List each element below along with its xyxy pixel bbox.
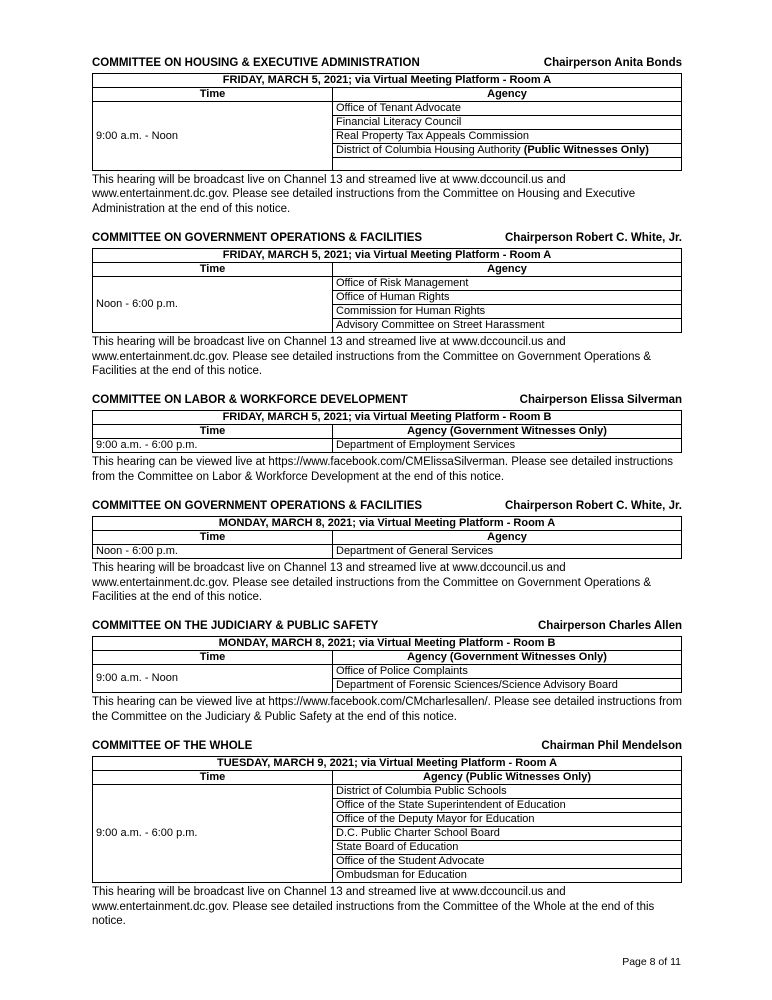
chairperson-name: Chairperson Elissa Silverman xyxy=(519,394,682,407)
agency-name: Office of Human Rights xyxy=(336,291,450,304)
session-row xyxy=(93,517,682,531)
agency-name: Department of Forensic Sciences/Science Advisory Board xyxy=(336,679,618,692)
time-column-header: Time xyxy=(93,88,333,102)
agency-name: Office of Risk Management xyxy=(336,277,469,290)
agency-name: Real Property Tax Appeals Commission xyxy=(336,130,529,142)
agency-column-header: Agency xyxy=(333,88,682,102)
hearing-time: Noon - 6:00 p.m. xyxy=(93,545,333,559)
hearing-table-body xyxy=(93,757,682,883)
agency-name: State Board of Education xyxy=(336,841,459,854)
agency-name: Ombudsman for Education xyxy=(336,869,467,882)
section-header xyxy=(92,394,682,407)
agency-column-header: Agency xyxy=(333,263,682,277)
agency-column-header: Agency (Government Witnesses Only) xyxy=(333,651,682,665)
column-header-row xyxy=(93,263,682,277)
session-row xyxy=(93,249,682,263)
agency-name: Office of the Deputy Mayor for Education xyxy=(336,813,535,826)
agency-cell xyxy=(333,291,682,305)
agency-column-header: Agency (Government Witnesses Only) xyxy=(333,425,682,439)
hearing-table-body xyxy=(93,249,682,333)
committee-name: COMMITTEE ON HOUSING & EXECUTIVE ADMINISTRATION xyxy=(92,57,420,69)
hearing-note: This hearing will be broadcast live on Channel 13 and streamed live at www.dccouncil.us and www.entertainment.dc.gov. Please see detailed instructions from the Committee of the Whole at the end of this notice. xyxy=(92,886,655,928)
column-header-row xyxy=(93,651,682,665)
time-column-header: Time xyxy=(93,425,333,439)
section-header xyxy=(92,232,682,245)
agency-cell xyxy=(333,665,682,679)
committee-section xyxy=(92,394,682,484)
agency-cell xyxy=(333,277,682,291)
committee-name: COMMITTEE ON GOVERNMENT OPERATIONS & FACILITIES xyxy=(92,232,423,245)
agency-row xyxy=(93,102,682,116)
chairperson-name: Chairperson Charles Allen xyxy=(537,620,682,633)
agency-name: Advisory Committee on Street Harassment xyxy=(336,319,545,332)
time-column-header: Time xyxy=(93,531,333,545)
time-column-header: Time xyxy=(93,263,333,277)
hearing-table-body xyxy=(93,637,682,693)
page-number: Page 8 of 11 xyxy=(622,956,681,968)
committee-section xyxy=(92,740,682,928)
agency-cell xyxy=(333,158,682,171)
committee-section xyxy=(92,232,682,378)
session-title: FRIDAY, MARCH 5, 2021; via Virtual Meeting Platform - Room A xyxy=(93,74,682,88)
agency-row xyxy=(93,439,682,453)
agency-name-bold-note: (Public Witnesses Only) xyxy=(523,144,649,156)
committee-section xyxy=(92,620,682,724)
session-title: FRIDAY, MARCH 5, 2021; via Virtual Meeting Platform - Room B xyxy=(93,411,682,425)
agency-cell xyxy=(333,799,682,813)
hearing-note: This hearing will be broadcast live on Channel 13 and streamed live at www.dccouncil.us and www.entertainment.dc.gov. Please see detailed instructions from the Committee on Government Operations & Facilities at the end of this notice. xyxy=(92,336,652,378)
agency-name: Department of Employment Services xyxy=(336,439,516,452)
committee-name: COMMITTEE OF THE WHOLE xyxy=(92,740,253,753)
section-header xyxy=(92,500,682,513)
agency-row xyxy=(93,545,682,559)
committee-name: COMMITTEE ON GOVERNMENT OPERATIONS & FACILITIES xyxy=(92,500,423,513)
time-column-header: Time xyxy=(93,651,333,665)
chairperson-name: Chairperson Robert C. White, Jr. xyxy=(505,232,682,245)
committee-name: COMMITTEE ON THE JUDICIARY & PUBLIC SAFETY xyxy=(92,620,379,633)
chairperson-name: Chairperson Robert C. White, Jr. xyxy=(505,500,682,513)
agency-cell xyxy=(333,319,682,333)
section-header xyxy=(92,620,682,633)
hearing-table xyxy=(92,248,682,333)
agency-cell xyxy=(333,679,682,693)
session-title: FRIDAY, MARCH 5, 2021; via Virtual Meeting Platform - Room A xyxy=(93,249,682,263)
session-row xyxy=(93,74,682,88)
agency-cell xyxy=(333,855,682,869)
hearing-note: This hearing can be viewed live at https://www.facebook.com/CMElissaSilverman. Please see detailed instructions from the Committee on Labor & Workforce Development at the end of this notice. xyxy=(92,456,674,483)
agency-cell xyxy=(333,305,682,319)
agency-cell xyxy=(333,827,682,841)
hearing-note: This hearing will be broadcast live on Channel 13 and streamed live at www.dccouncil.us and www.entertainment.dc.gov. Please see detailed instructions from the Committee on Government Operations & Facilities at the end of this notice. xyxy=(92,562,652,604)
session-row xyxy=(93,411,682,425)
column-header-row xyxy=(93,531,682,545)
section-header xyxy=(92,57,682,70)
hearing-time: 9:00 a.m. - 6:00 p.m. xyxy=(93,785,333,883)
agency-name: Office of Police Complaints xyxy=(336,665,468,678)
document-body xyxy=(92,57,682,945)
agency-cell xyxy=(333,869,682,883)
agency-name: Office of the Student Advocate xyxy=(336,855,485,868)
agency-name: Financial Literacy Council xyxy=(336,116,462,128)
agency-cell xyxy=(333,439,682,453)
hearing-table-body xyxy=(93,74,682,171)
column-header-row xyxy=(93,771,682,785)
session-title: MONDAY, MARCH 8, 2021; via Virtual Meeting Platform - Room A xyxy=(93,517,682,531)
committee-section xyxy=(92,57,682,216)
agency-name: Office of the State Superintendent of Education xyxy=(336,799,566,812)
hearing-table-body xyxy=(93,517,682,559)
agency-name: District of Columbia Public Schools xyxy=(336,785,507,798)
hearing-table xyxy=(92,73,682,171)
chairperson-name: Chairperson Anita Bonds xyxy=(543,57,682,69)
agency-cell xyxy=(333,785,682,799)
agency-cell xyxy=(333,545,682,559)
committee-name: COMMITTEE ON LABOR & WORKFORCE DEVELOPMENT xyxy=(92,394,408,407)
agency-column-header: Agency (Public Witnesses Only) xyxy=(333,771,682,785)
agency-name: Office of Tenant Advocate xyxy=(336,102,461,114)
session-title: TUESDAY, MARCH 9, 2021; via Virtual Meeting Platform - Room A xyxy=(93,757,682,771)
hearing-time: 9:00 a.m. - 6:00 p.m. xyxy=(93,439,333,453)
hearing-note: This hearing can be viewed live at https://www.facebook.com/CMcharlesallen/. Please see detailed instructions from the Committee on the Judiciary & Public Safety at the end of this notice. xyxy=(92,696,682,723)
agency-cell xyxy=(333,116,682,130)
hearing-time: Noon - 6:00 p.m. xyxy=(93,277,333,333)
agency-row xyxy=(93,665,682,679)
agency-cell xyxy=(333,813,682,827)
chairperson-name: Chairman Phil Mendelson xyxy=(541,740,682,753)
agency-cell xyxy=(333,130,682,144)
agency-cell xyxy=(333,102,682,116)
hearing-table xyxy=(92,516,682,559)
agency-row xyxy=(93,785,682,799)
agency-name: D.C. Public Charter School Board xyxy=(336,827,500,840)
agency-name: District of Columbia Housing Authority xyxy=(336,144,524,156)
session-row xyxy=(93,637,682,651)
agency-name: Department of General Services xyxy=(336,545,494,558)
hearing-table xyxy=(92,410,682,453)
committee-section xyxy=(92,500,682,604)
agency-column-header: Agency xyxy=(333,531,682,545)
hearing-time: 9:00 a.m. - Noon xyxy=(93,665,333,693)
hearing-note: This hearing will be broadcast live on Channel 13 and streamed live at www.dccouncil.us and www.entertainment.dc.gov. Please see detailed instructions from the Committee on Housing and Executive Administration at the end of this notice. xyxy=(92,174,636,215)
session-title: MONDAY, MARCH 8, 2021; via Virtual Meeting Platform - Room B xyxy=(93,637,682,651)
hearing-table xyxy=(92,636,682,693)
agency-cell xyxy=(333,144,682,158)
agency-name: Commission for Human Rights xyxy=(336,305,486,318)
hearing-time: 9:00 a.m. - Noon xyxy=(93,102,333,171)
time-column-header: Time xyxy=(93,771,333,785)
section-header xyxy=(92,740,682,753)
column-header-row xyxy=(93,88,682,102)
column-header-row xyxy=(93,425,682,439)
session-row xyxy=(93,757,682,771)
hearing-table-body xyxy=(93,411,682,453)
hearing-table xyxy=(92,756,682,883)
agency-cell xyxy=(333,841,682,855)
agency-row xyxy=(93,277,682,291)
